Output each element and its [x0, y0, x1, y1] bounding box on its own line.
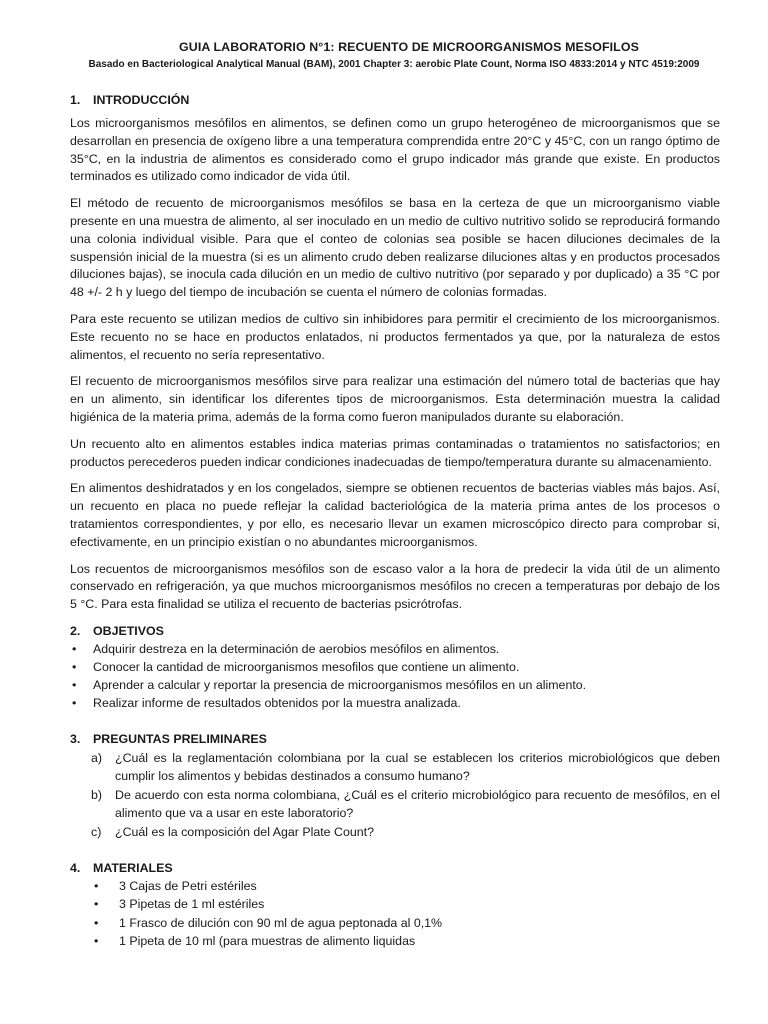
question-text: ¿Cuál es la reglamentación colombiana por la cual se establecen los criterios microbiológicos que deben cumplir los alimentos y bebidas destinados a consumo humano?: [115, 750, 720, 783]
bullet-icon: •: [72, 641, 77, 656]
question-item: [70, 786, 720, 822]
section-heading-preguntas: [70, 732, 720, 746]
document-title: GUIA LABORATORIO N°1: RECUENTO DE MICROORGANISMOS MESOFILOS: [179, 40, 639, 54]
bullet-icon: •: [94, 897, 99, 912]
bullet-icon: •: [72, 659, 77, 674]
intro-paragraph: En alimentos deshidratados y en los congelados, siempre se obtienen recuentos de bacterias viables más bajos. Así, un recuento en placa no puede reflejar la calidad bacteriológica de la materia prima antes de los procesos o tratamientos correspondientes, y por ello, es necesario llevar un examen microscópico directo para comprobar si, efectivamente, en un principio existían o no abundantes microorganismos.: [70, 481, 720, 549]
questions-list: [70, 749, 720, 841]
section-title: PREGUNTAS PRELIMINARES: [93, 731, 267, 746]
question-text: De acuerdo con esta norma colombiana, ¿Cuál es el criterio microbiológico para recuento de mesófilos, en el alimento que va a usar en este laboratorio?: [115, 787, 720, 820]
list-item-text: 3 Pipetas de 1 ml estériles: [119, 897, 265, 912]
document-subtitle: Basado en Bacteriological Analytical Manual (BAM), 2001 Chapter 3: aerobic Plate Count, Norma ISO 4833:2014 y NTC 4519:2009: [88, 59, 700, 70]
list-item-text: Aprender a calcular y reportar la presencia de microorganismos mesófilos en un alimento.: [93, 677, 587, 692]
list-item-text: Conocer la cantidad de microorganismos mesofilos que contiene un alimento.: [93, 659, 520, 674]
question-label: c): [91, 824, 102, 839]
section-heading-materiales: [70, 861, 720, 875]
section-heading-objetivos: [70, 624, 720, 638]
bullet-icon: •: [94, 934, 99, 949]
question-label: a): [91, 750, 103, 765]
list-item: [70, 658, 720, 676]
intro-paragraph: El método de recuento de microorganismos mesófilos se basa en la certeza de que un microorganismo viable presente en una muestra de alimento, al ser inoculado en un medio de cultivo nutritivo solido se reproducirá formando una colonia individual visible. Para que el conteo de colonias sea posible se hacen diluciones decimales de la suspensión inicial de la muestra (si es un alimento crudo deben realizarse diluciones altas y en productos procesados diluciones bajas), se inocula cada dilución en un medio de cultivo nutritivo (por separado y por duplicado) a 35 °C por 48 +/- 2 h y luego del tiempo de incubación se cuenta el número de colonias formadas.: [70, 196, 720, 300]
question-item: [70, 749, 720, 785]
list-item: [70, 932, 720, 951]
question-text: ¿Cuál es la composición del Agar Plate Count?: [115, 824, 374, 839]
objectives-list: [70, 640, 720, 712]
list-item-text: Adquirir destreza en la determinación de aerobios mesófilos en alimentos.: [93, 641, 500, 656]
bullet-icon: •: [94, 878, 99, 893]
section-number: 4.: [70, 860, 81, 875]
intro-paragraph: Los recuentos de microorganismos mesófilos son de escaso valor a la hora de predecir la vida útil de un alimento conservado en refrigeración, ya que muchos microorganismos mesófilos no crecen a temperaturas por debajo de los 5 °C. Para esta finalidad se utiliza el recuento de bacterias psicrótrofas.: [70, 561, 720, 612]
section-number: 1.: [70, 93, 81, 107]
section-title: MATERIALES: [93, 860, 173, 875]
question-label: b): [91, 787, 103, 802]
bullet-icon: •: [94, 915, 99, 930]
intro-paragraph: Un recuento alto en alimentos estables indica materias primas contaminadas o tratamientos no satisfactorios; en productos perecederos pueden indicar condiciones inadecuadas de tiempo/temperatura durante su almacenamiento.: [70, 436, 720, 469]
list-item-text: Realizar informe de resultados obtenidos por la muestra analizada.: [93, 695, 461, 710]
bullet-icon: •: [72, 677, 77, 692]
list-item: [70, 877, 720, 896]
intro-paragraph: El recuento de microorganismos mesófilos sirve para realizar una estimación del número total de bacterias que hay en un alimento, sin identificar los diferentes tipos de microorganismos. Esta determinación muestra la calidad higiénica de la materia prima, además de la forma como fueron manipulados durante su elaboración.: [70, 374, 720, 424]
section-heading-introduccion: [70, 93, 720, 107]
bullet-icon: •: [72, 695, 77, 710]
section-title: INTRODUCCIÓN: [93, 93, 190, 107]
intro-paragraph: Para este recuento se utilizan medios de cultivo sin inhibidores para permitir el crecimiento de los microorganismos. Este recuento no se hace en productos enlatados, ni productos fermentados ya que, por la naturaleza de estos alimentos, el recuento no sería representativo.: [70, 311, 720, 362]
list-item: [70, 895, 720, 914]
list-item: [70, 914, 720, 933]
materials-list: [70, 877, 720, 951]
section-number: 3.: [70, 731, 81, 746]
intro-paragraph: Los microorganismos mesófilos en alimentos, se definen como un grupo heterogéneo de microorganismos que se desarrollan en presencia de oxígeno libre a una temperatura comprendida entre 20°C y 45°C, con un rango óptimo de 35°C, en la industria de alimentos es considerado como el grupo indicador más grande que existe. En productos terminados es utilizado como indicador de vida útil.: [70, 116, 720, 184]
section-title: OBJETIVOS: [93, 623, 164, 638]
list-item-text: 1 Frasco de dilución con 90 ml de agua peptonada al 0,1%: [119, 915, 443, 930]
list-item: [70, 676, 720, 694]
list-item-text: 3 Cajas de Petri estériles: [119, 878, 257, 893]
list-item: [70, 694, 720, 712]
question-item: [70, 823, 720, 841]
list-item: [70, 640, 720, 658]
section-number: 2.: [70, 623, 81, 638]
list-item-text: 1 Pipeta de 10 ml (para muestras de alimento liquidas: [119, 934, 416, 949]
